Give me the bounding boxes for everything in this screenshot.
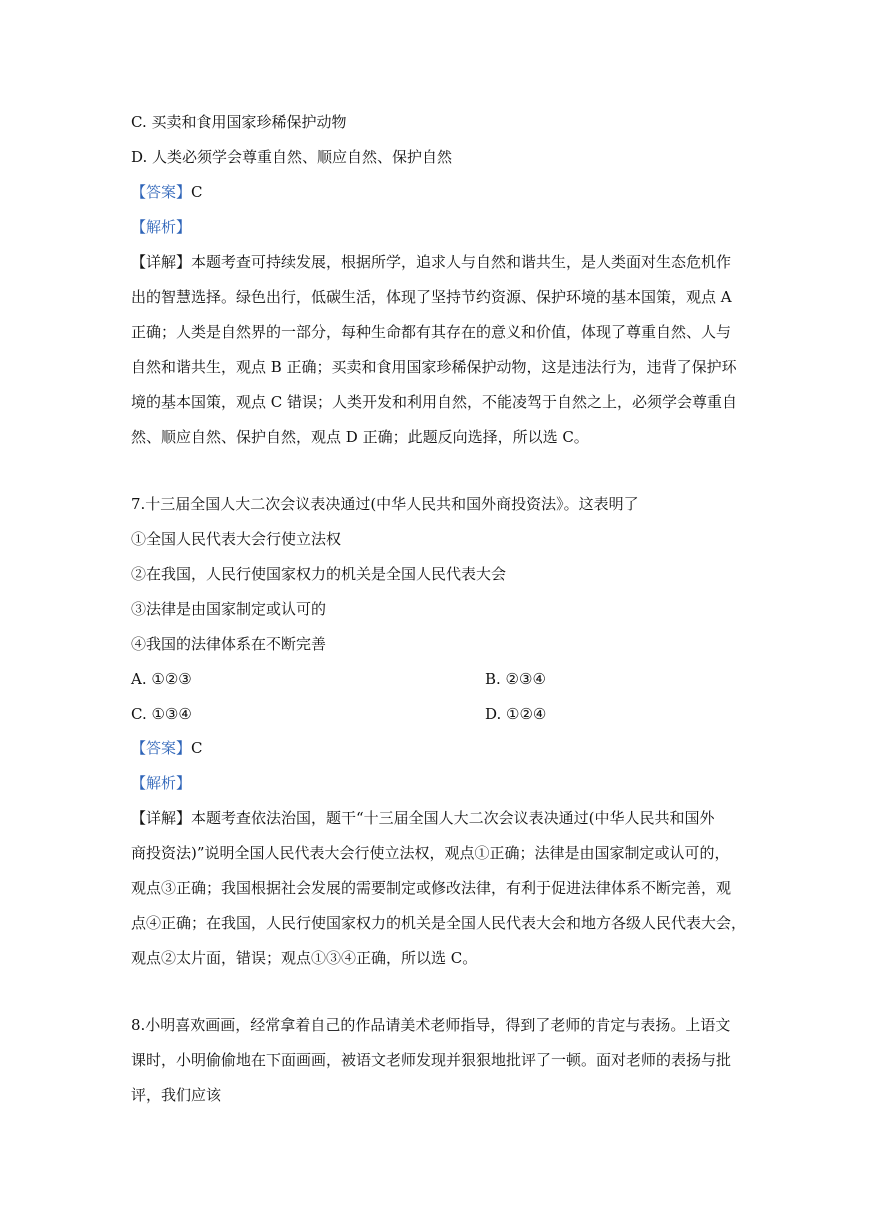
detail-line-q6-3: 正确；人类是自然界的一部分，每种生命都有其存在的意义和价值，体现了尊重自然、人与	[131, 323, 732, 341]
question-8-stem-3: 评，我们应该	[131, 1086, 222, 1104]
answer-tag: 【答案】	[131, 183, 192, 201]
detail-line-q7-1	[131, 808, 715, 828]
option-d-prev: D. 人类必须学会尊重自然、顺应自然、保护自然	[131, 148, 453, 166]
detail-line-q6-2: 出的智慧选择。绿色出行，低碳生活，体现了坚持节约资源、保护环境的基本国策，观点 A	[131, 288, 732, 306]
question-8-stem-1: 8.小明喜欢画画，经常拿着自己的作品请美术老师指导，得到了老师的肯定与表扬。上语文	[131, 1016, 731, 1034]
answer-value: C	[191, 739, 203, 757]
option-a: A. ①②③	[131, 670, 192, 688]
detail-tag: 【详解】	[131, 809, 192, 827]
question-7-stem: 7.十三届全国人大二次会议表决通过(中华人民共和国外商投资法》。这表明了	[131, 495, 639, 513]
detail-text: 本题考查依法治国，题干“十三届全国人大二次会议表决通过(中华人民共和国外	[191, 809, 715, 827]
statement-2: ②在我国，人民行使国家权力的机关是全国人民代表大会	[131, 565, 507, 583]
option-b: B. ②③④	[485, 670, 546, 688]
statement-1: ①全国人民代表大会行使立法权	[131, 530, 342, 548]
detail-line-q7-3: 观点③正确；我国根据社会发展的需要制定或修改法律，有利于促进法律体系不断完善，观	[131, 879, 732, 897]
option-c-prev: C. 买卖和食用国家珍稀保护动物	[131, 113, 347, 131]
detail-line-q7-4: 点④正确；在我国，人民行使国家权力的机关是全国人民代表大会和地方各级人民代表大会，	[131, 914, 747, 932]
answer-line-q6	[131, 182, 203, 202]
detail-line-q7-2: 商投资法)”说明全国人民代表大会行使立法权，观点①正确；法律是由国家制定或认可的，	[131, 844, 730, 862]
statement-3: ③法律是由国家制定或认可的	[131, 600, 327, 618]
option-c: C. ①③④	[131, 705, 192, 723]
answer-tag: 【答案】	[131, 739, 192, 757]
statement-4: ④我国的法律体系在不断完善	[131, 635, 327, 653]
answer-line-q7	[131, 738, 203, 758]
detail-text: 本题考查可持续发展，根据所学，追求人与自然和谐共生，是人类面对生态危机作	[191, 253, 732, 271]
answer-value: C	[191, 183, 203, 201]
detail-line-q6-4: 自然和谐共生，观点 B 正确；买卖和食用国家珍稀保护动物，这是违法行为，违背了保护环	[131, 358, 737, 376]
analysis-tag-q6: 【解析】	[131, 218, 192, 236]
analysis-tag-q7: 【解析】	[131, 774, 192, 792]
detail-line-q6-5: 境的基本国策，观点 C 错误；人类开发和利用自然，不能凌驾于自然之上，必须学会尊重自	[131, 393, 738, 411]
detail-line-q7-5: 观点②太片面，错误；观点①③④正确，所以选 C。	[131, 949, 478, 967]
detail-line-q6-6: 然、顺应自然、保护自然，观点 D 正确；此题反向选择，所以选 C。	[131, 428, 589, 446]
question-8-stem-2: 课时，小明偷偷地在下面画画，被语文老师发现并狠狠地批评了一顿。面对老师的表扬与批	[131, 1051, 732, 1069]
detail-line-q6-1	[131, 252, 731, 272]
detail-tag: 【详解】	[131, 253, 192, 271]
option-d: D. ①②④	[485, 705, 547, 723]
